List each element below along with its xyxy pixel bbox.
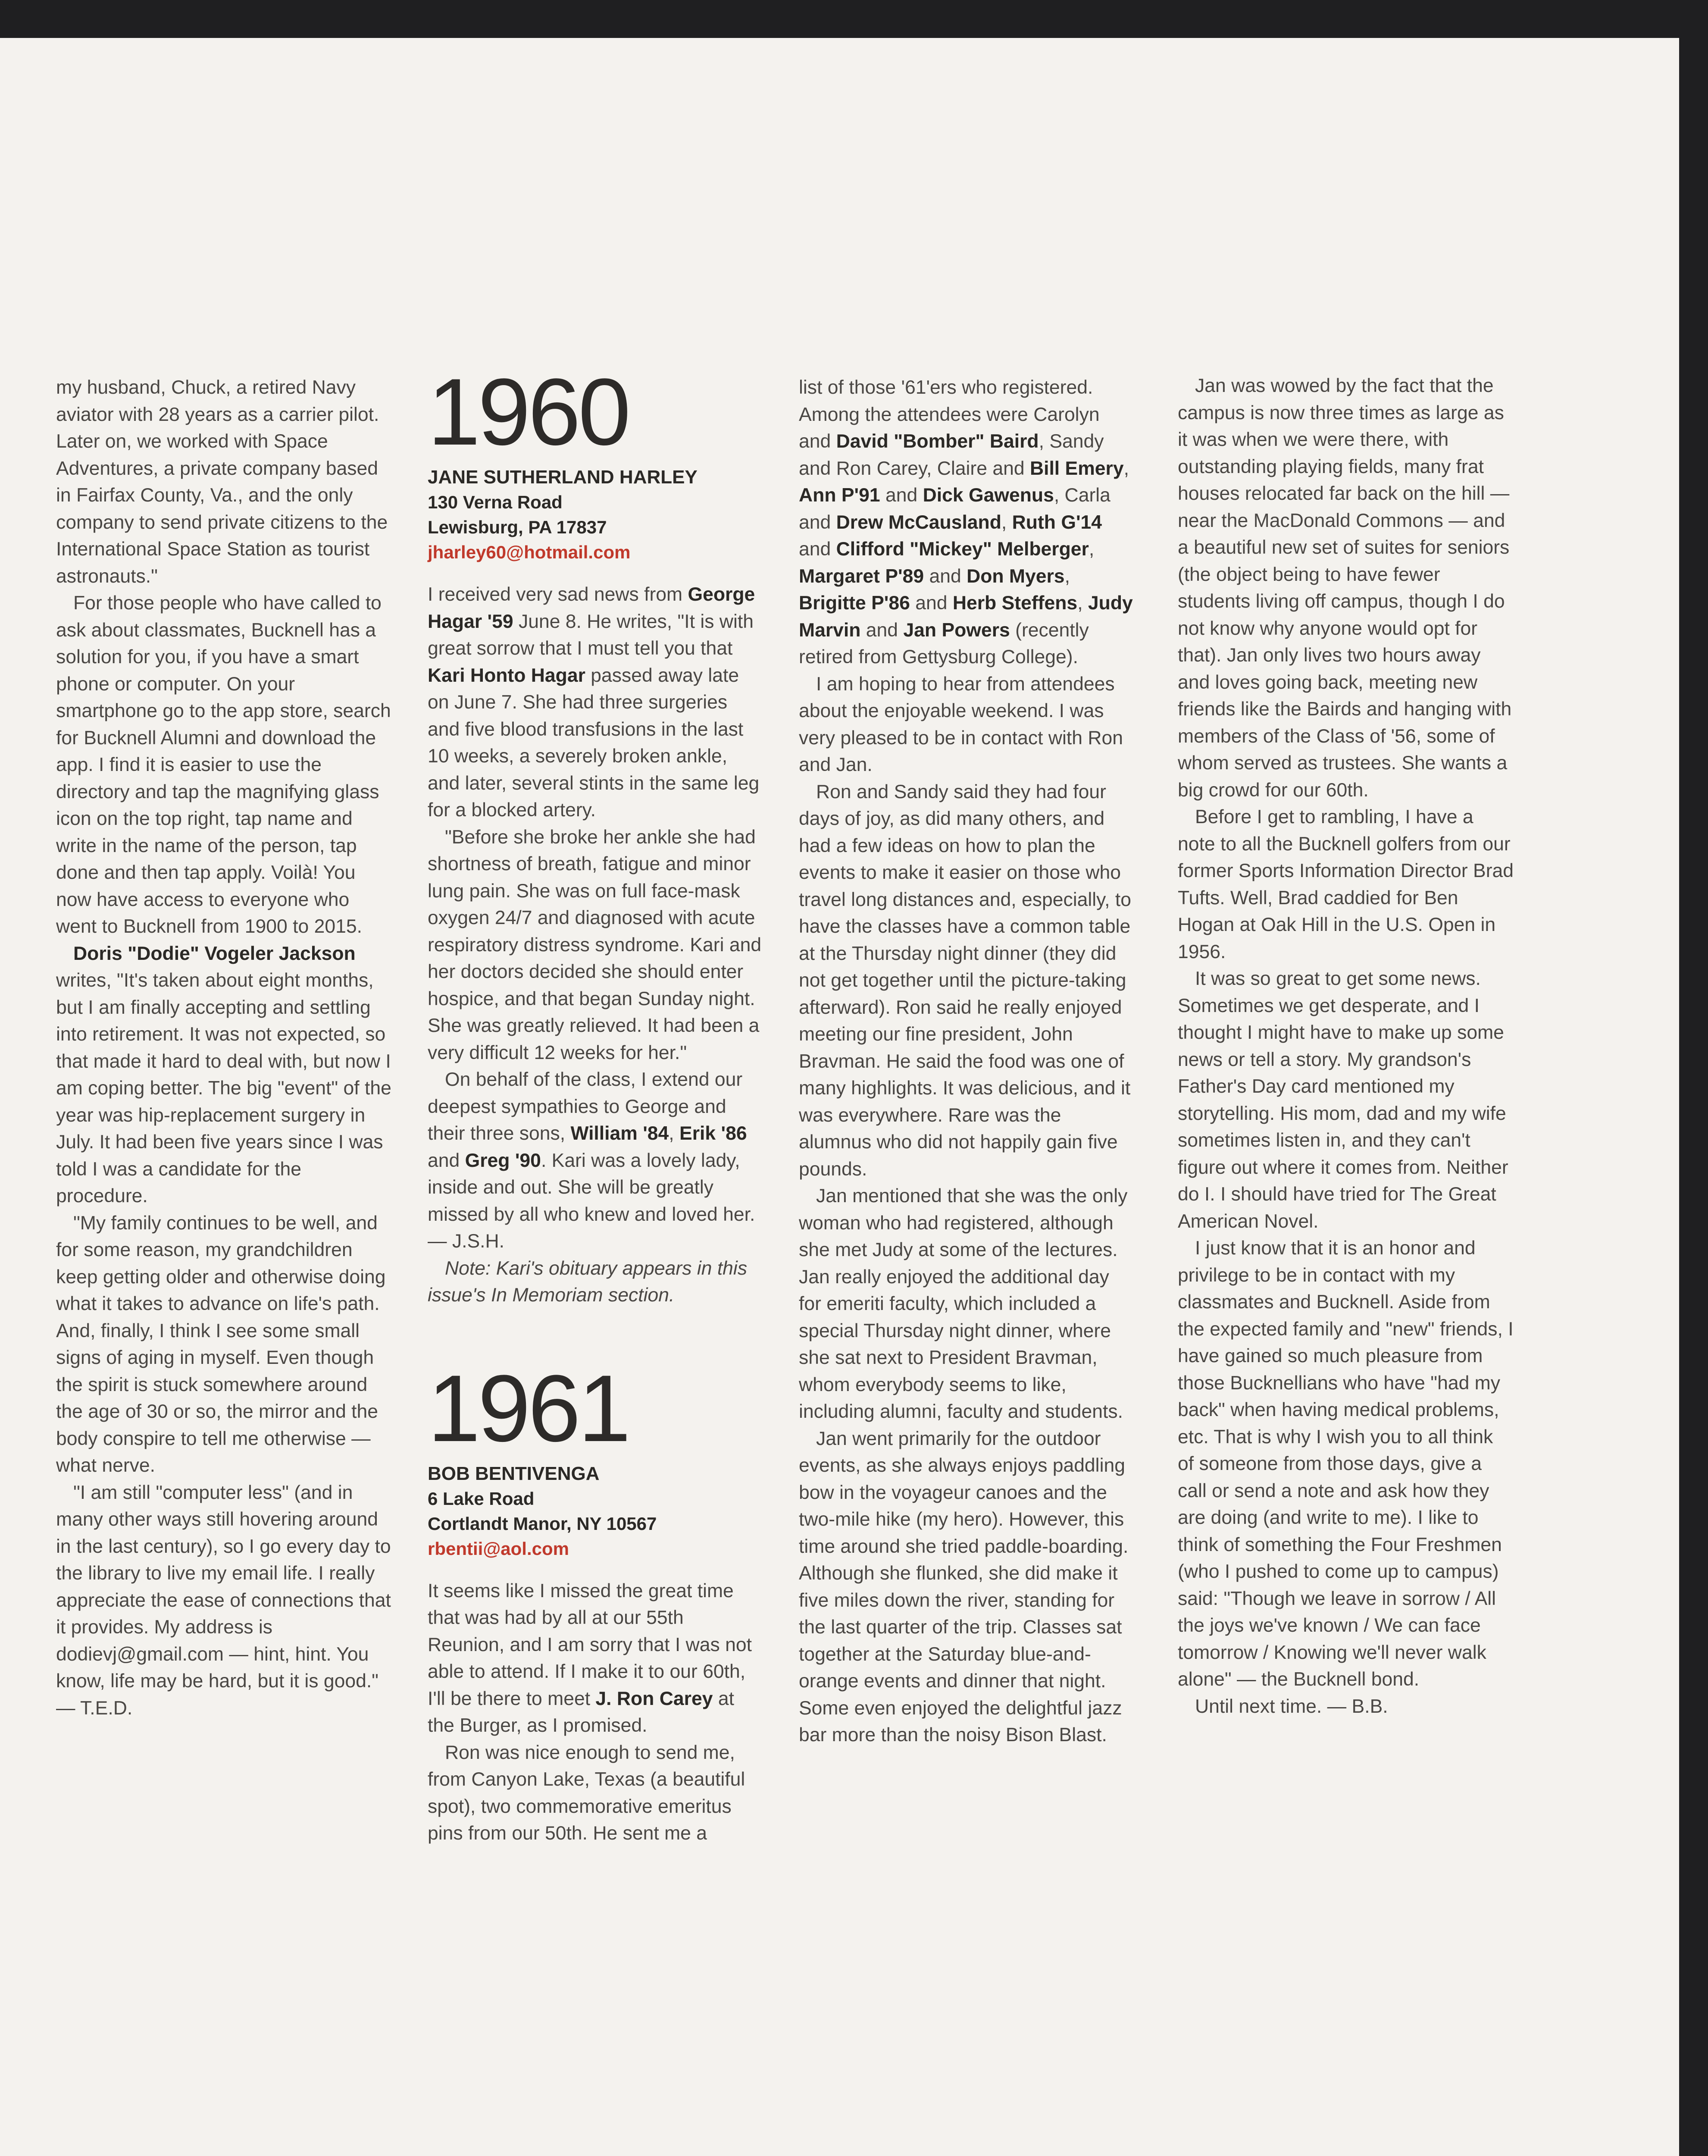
col2-paragraph-1: I received very sad news from George Hagar '59 June 8. He writes, "It is with great sorrow that I must tell you that Kari Honto Hagar passed away late on June 7. She had three surgeries and five blood transfusions in the last 10 weeks, a severely broken ankle, and later, several stints in the same leg for a blocked artery. — [428, 584, 760, 821]
class-year-1961-heading: 1961 — [428, 1355, 629, 1461]
col1-paragraph-4: "My family continues to be well, and for some reason, my grandchildren keep getting older and otherwise doing what it takes to advance on life's path. And, finally, I think I see some small signs of aging in myself. Even though the spirit is stuck somewhere around the age of 30 or so, the mirror and the body conspire to tell me otherwise — what nerve. — [56, 1212, 386, 1476]
col4-paragraph-4: I just know that it is an honor and privilege to be in contact with my classmates and Bucknell. Aside from the expected family and "new" friends, I have gained so much pleasure from those Bucknellians who have "had my back" when having medical problems, etc. That is why I wish you to all think of someone from those days, give a call or send a note and ask how they are doing (and write to me). I like to think of something the Four Freshmen (who I pushed to come up to campus) said: "Though we leave in sorrow / All the joys we've known / We can face tomorrow / Knowing we'll never walk alone" — the Bucknell bond. — [1178, 1238, 1514, 1690]
column-4 — [1178, 373, 1514, 1720]
col4-paragraph-1: Jan was wowed by the fact that the campus is now three times as large as it was when we were there, with outstanding playing fields, many frat houses relocated far back on the hill — near the MacDonald Commons — and a beautiful new set of suites for seniors (the object being to have fewer students living off campus, though I do not know why anyone would opt for that). Jan only lives two hours away and loves going back, meeting new friends like the Bairds and hanging with members of the Class of '56, some of whom served as trustees. She wants a big crowd for our 60th. — [1178, 375, 1512, 801]
class-year-1960-heading: 1960 — [428, 359, 629, 465]
col3-paragraph-3: Ron and Sandy said they had four days of joy, as did many others, and had a few ideas on how to plan the events to make it easier on those who travel long distances and, especially, to have the classes have a common table at the Thursday night dinner (they did not get together until the picture-taking afterward). Ron said he really enjoyed meeting our fine president, John Bravman. He said the food was one of many highlights. It was delicious, and it was everywhere. Rare was the alumnus who did not happily gain five pounds. — [799, 781, 1131, 1180]
col2-paragraph-4: It seems like I missed the great time that was had by all at our 55th Reunion, and I am sorry that I was not able to attend. If I make it to our 60th, I'll be there to meet J. Ron Carey at the Burger, as I promised. — [428, 1580, 752, 1736]
email-link-1960[interactable]: jharley60@hotmail.com — [428, 542, 631, 562]
col1-paragraph-3: Doris "Dodie" Vogeler Jackson writes, "It's taken about eight months, but I am finally accepting and settling into retirement. It was not expected, so that made it hard to deal with, but now I am coping better. The big "event" of the year was hip-replacement surgery in July. It had been five years since I was told I was a candidate for the procedure. — [56, 943, 391, 1206]
col1-paragraph-5: "I am still "computer less" (and in many other ways still hovering around in the last century), so I go every day to the library to live my email life. I really appreciate the ease of connections that it provides. My address is dodievj@gmail.com — hint, hint. You know, life may be hard, but it is good." — T.E.D. — [56, 1482, 391, 1719]
col4-paragraph-2: Before I get to rambling, I have a note to all the Bucknell golfers from our former Sports Information Director Brad Tufts. Well, Brad caddied for Ben Hogan at Oak Hill in the U.S. Open in 1956. — [1178, 806, 1514, 962]
email-link-1961[interactable]: rbentii@aol.com — [428, 1538, 569, 1559]
class-secretary-1960: JANE SUTHERLAND HARLEY 130 Verna Road Lewisburg, PA 17837 jharley60@hotmail.com — [428, 465, 764, 565]
col4-paragraph-3: It was so great to get some news. Sometimes we get desperate, and I thought I might have to make up some news or tell a story. My grandson's Father's Day card mentioned my storytelling. His mom, dad and my wife sometimes listen in, and they can't figure out where it comes from. Neither do I. I should have tried for The Great American Novel. — [1178, 968, 1508, 1232]
col4-paragraph-5: Until next time. — B.B. — [1195, 1695, 1388, 1717]
class-secretary-1961: BOB BENTIVENGA 6 Lake Road Cortlandt Manor, NY 10567 rbentii@aol.com — [428, 1461, 764, 1561]
column-2 — [428, 359, 764, 1847]
col2-paragraph-2: "Before she broke her ankle she had shortness of breath, fatigue and minor lung pain. She was on full face-mask oxygen 24/7 and diagnosed with acute respiratory distress syndrome. Kari and her doctors decided she should enter hospice, and that began Sunday night. She was greatly relieved. It had been a very difficult 12 weeks for her." — [428, 826, 762, 1063]
col3-paragraph-1: list of those '61'ers who registered. Among the attendees were Carolyn and David "Bomber" Baird, Sandy and Ron Carey, Claire and Bill Emery, Ann P'91 and Dick Gawenus, Carla and Drew McCausland, Ruth G'14 and Clifford "Mickey" Melberger, Margaret P'89 and Don Myers, Brigitte P'86 and Herb Steffens, Judy Marvin and Jan Powers (recently retired from Gettysburg College). — [799, 377, 1133, 667]
col3-paragraph-5: Jan went primarily for the outdoor events, as she always enjoys paddling bow in the voyageur canoes and the two-mile hike (my hero). However, this time around she tried paddle-boarding. Although she flunked, she did make it five miles down the river, standing for the last quarter of the trip. Classes sat together at the Saturday blue-and-orange events and dinner that night. Some even enjoyed the delightful jazz bar more than the noisy Bison Blast. — [799, 1428, 1129, 1745]
column-1 — [56, 374, 394, 1722]
col1-paragraph-2: For those people who have called to ask about classmates, Bucknell has a solution for you, if you have a smart phone or computer. On your smartphone go to the app store, search for Bucknell Alumni and download the app. I find it is easier to use the directory and tap the magnifying glass icon on the top right, tap name and write in the name of the person, tap done and then tap apply. Voilà! You now have access to everyone who went to Bucknell from 1900 to 2015. — [56, 592, 391, 937]
obituary-note: Note: Kari's obituary appears in this issue's In Memoriam section. — [428, 1257, 748, 1306]
classmate-name: Doris "Dodie" Vogeler Jackson — [73, 943, 356, 964]
col3-paragraph-2: I am hoping to hear from attendees about the enjoyable weekend. I was very pleased to be in contact with Ron and Jan. — [799, 673, 1123, 775]
col2-paragraph-5: Ron was nice enough to send me, from Canyon Lake, Texas (a beautiful spot), two commemorative emeritus pins from our 50th. He sent me a — [428, 1742, 745, 1844]
col1-paragraph-1: my husband, Chuck, a retired Navy aviator with 28 years as a carrier pilot. Later on, we worked with Space Adventures, a private company based in Fairfax County, Va., and the only company to send private citizens to the International Space Station as tourist astronauts." — [56, 377, 388, 587]
column-3 — [799, 374, 1135, 1749]
col2-paragraph-3: On behalf of the class, I extend our deepest sympathies to George and their three sons, William '84, Erik '86 and Greg '90. Kari was a lovely lady, inside and out. She will be greatly missed by all who knew and loved her. — J.S.H. — [428, 1069, 755, 1252]
col3-paragraph-4: Jan mentioned that she was the only woman who had registered, although she met Judy at some of the lectures. Jan really enjoyed the additional day for emeriti faculty, which included a special Thursday night dinner, where she sat next to President Bravman, whom everybody seems to like, including alumni, faculty and students. — [799, 1185, 1128, 1422]
